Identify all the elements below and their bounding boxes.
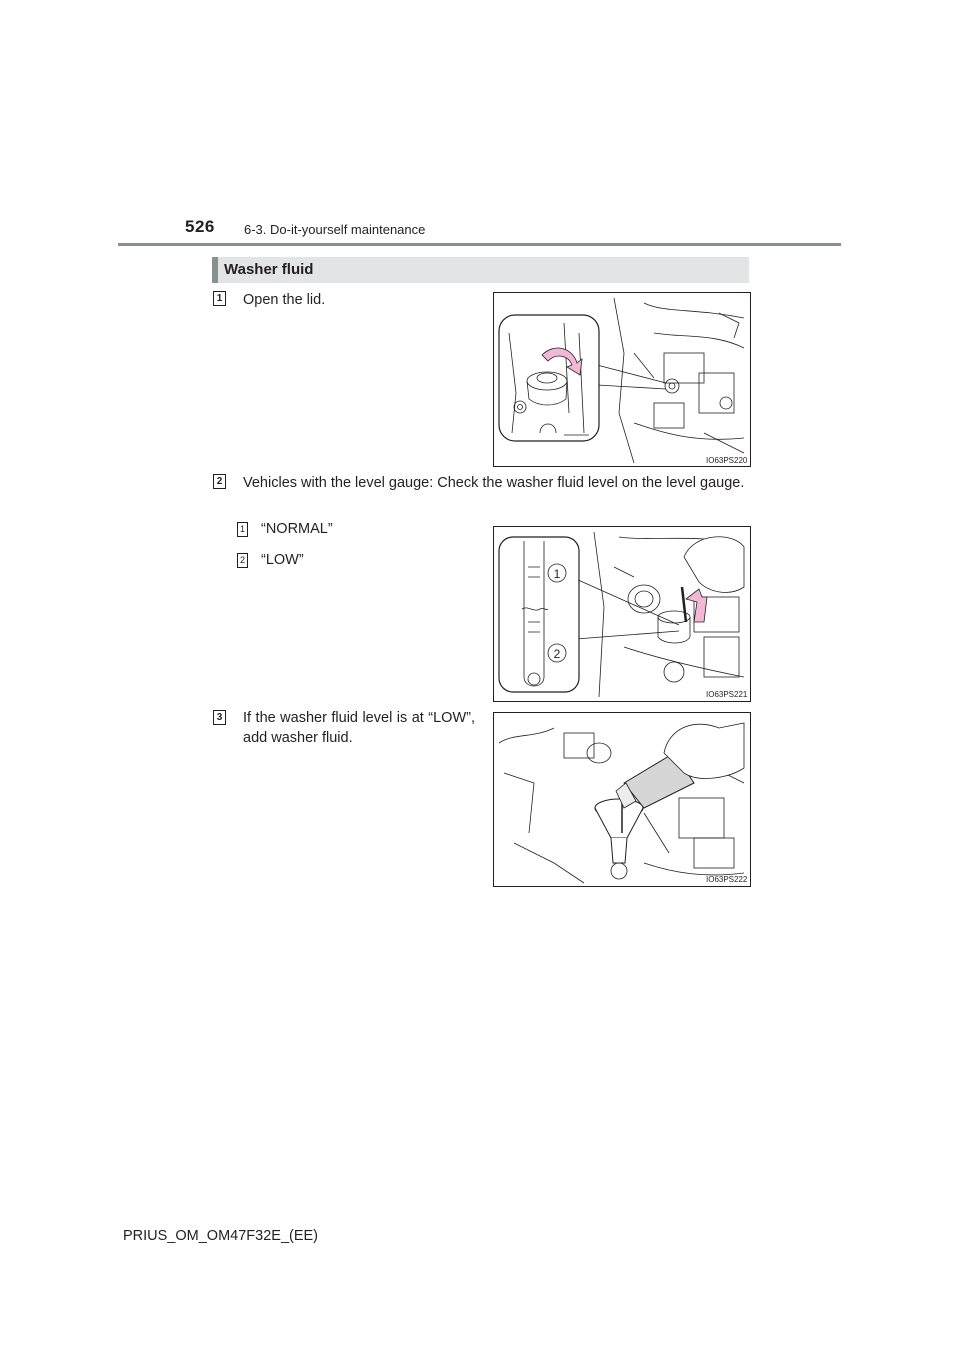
section-accent (212, 257, 218, 283)
section-heading (212, 257, 749, 283)
page-number: 526 (185, 217, 215, 236)
document-code: PRIUS_OM_OM47F32E_(EE) (123, 1228, 319, 1244)
engine-bay-illustration-1 (494, 293, 750, 466)
step-3-text: If the washer fluid level is at “LOW”, add washer fluid. (243, 710, 475, 746)
item-low-text: “LOW” (261, 552, 304, 568)
item-normal-text: “NORMAL” (261, 521, 333, 537)
step-number-3: 3 (213, 710, 226, 725)
item-number-2: 2 (237, 553, 248, 568)
figure-2-code: IO63PS221 (706, 690, 748, 699)
step-1-text: Open the lid. (243, 292, 326, 308)
chapter-title: 6-3. Do-it-yourself maintenance (244, 222, 426, 237)
header-divider (118, 243, 841, 246)
callout-2-label: 2 (553, 647, 561, 661)
engine-bay-illustration-2 (494, 527, 750, 701)
section-title: Washer fluid (224, 261, 314, 278)
figure-add-fluid (493, 712, 751, 887)
figure-level-gauge (493, 526, 751, 702)
callout-1-label: 1 (553, 567, 561, 581)
step-2-text: Vehicles with the level gauge: Check the washer fluid level on the level gauge. (243, 475, 745, 491)
item-number-1: 1 (237, 522, 248, 537)
figure-1-code: IO63PS220 (706, 456, 748, 465)
step-number-1: 1 (213, 291, 226, 306)
up-arrow-icon (686, 589, 707, 622)
figure-open-lid (493, 292, 751, 467)
engine-bay-illustration-3 (494, 713, 750, 886)
step-number-2: 2 (213, 474, 226, 489)
figure-3-code: IO63PS222 (706, 875, 748, 884)
